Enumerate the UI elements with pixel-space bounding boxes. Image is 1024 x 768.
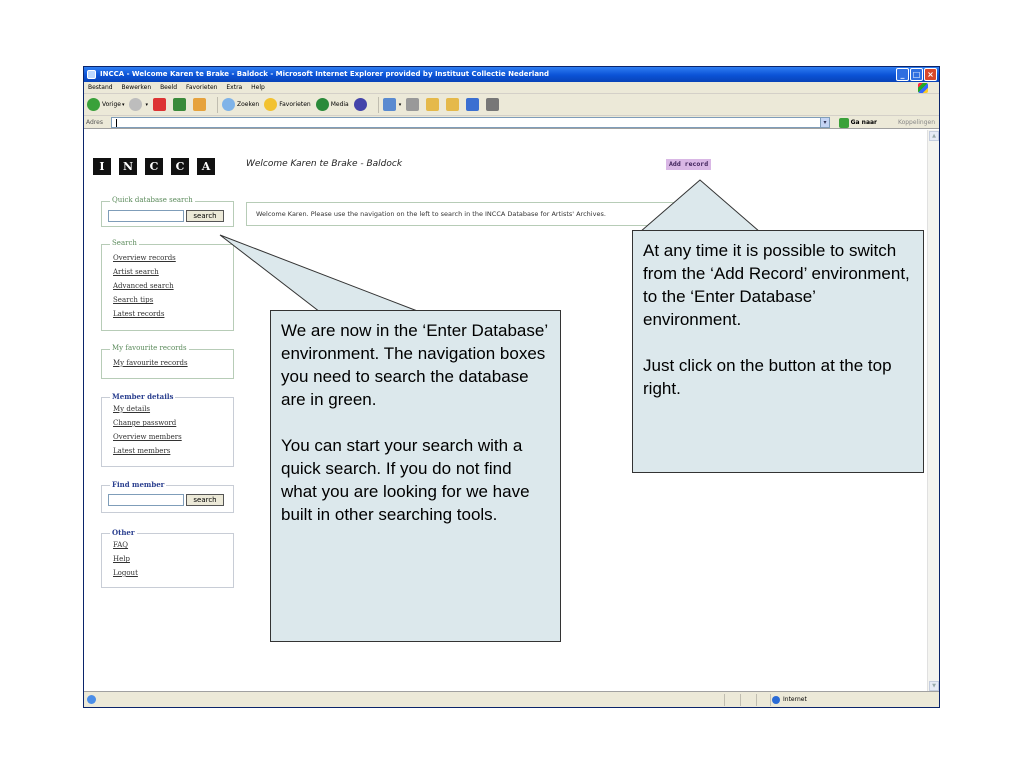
left-callout-pointer [220, 235, 420, 312]
menu-favorieten[interactable]: Favorieten [185, 84, 218, 91]
minimize-button[interactable]: _ [896, 68, 909, 81]
link-advanced-search[interactable]: Advanced search [113, 282, 174, 290]
close-button[interactable]: × [924, 68, 937, 81]
window-title: INCCA - Welcome Karen te Brake - Baldock - Microsoft Internet Explorer provided by Instituut Collectie Nederland [100, 70, 550, 78]
quick-search-button[interactable]: search [186, 210, 224, 222]
quick-search-legend: Quick database search [112, 196, 193, 204]
maximize-button[interactable]: □ [910, 68, 923, 81]
welcome-message: Welcome Karen. Please use the navigation on the left to search in the INCCA Database for Artists' Archives. [246, 202, 718, 226]
find-member-button[interactable]: search [186, 494, 224, 506]
link-latest-members[interactable]: Latest members [113, 447, 171, 455]
callout-left-paragraph: We are now in the ‘Enter Database’ environment. The navigation boxes you need to search the database are in green. [281, 321, 548, 409]
callout-add-record [632, 230, 924, 473]
address-label: Adres [86, 119, 103, 126]
logo-letter: C [171, 158, 189, 175]
link-artist-search[interactable]: Artist search [113, 268, 159, 276]
favourites-legend: My favourite records [112, 344, 187, 352]
chevron-down-icon[interactable]: ▾ [145, 101, 148, 108]
add-record-button[interactable]: Add record [666, 159, 711, 170]
link-my-details[interactable]: My details [113, 405, 151, 413]
search-label: Zoeken [236, 101, 260, 108]
link-my-favourite-records[interactable]: My favourite records [113, 359, 188, 367]
right-callout-pointer [640, 180, 760, 232]
menu-beeld[interactable]: Beeld [160, 84, 178, 91]
link-search-tips[interactable]: Search tips [113, 296, 154, 304]
search-legend: Search [112, 239, 137, 247]
back-label: Vorige [102, 101, 121, 108]
logo-letter: I [93, 158, 111, 175]
other-legend: Other [112, 528, 135, 537]
link-overview-members[interactable]: Overview members [113, 433, 182, 441]
link-overview-records[interactable]: Overview records [113, 254, 176, 262]
links-toolbar[interactable]: Koppelingen [897, 119, 935, 126]
logo-letter: C [145, 158, 163, 175]
link-latest-records[interactable]: Latest records [113, 310, 165, 318]
link-logout[interactable]: Logout [113, 569, 138, 577]
chevron-down-icon[interactable]: ▾ [121, 101, 125, 108]
scroll-up-icon[interactable]: ▲ [929, 131, 939, 141]
menu-bestand[interactable]: Bestand [88, 84, 113, 91]
page-title: Welcome Karen te Brake - Baldock [246, 159, 403, 169]
callout-enter-database [270, 310, 561, 642]
link-faq[interactable]: FAQ [113, 541, 129, 549]
member-details-legend: Member details [112, 392, 174, 401]
find-member-legend: Find member [112, 480, 165, 489]
zone-label: Internet [783, 696, 807, 703]
favorites-label: Favorieten [279, 101, 311, 108]
chevron-down-icon[interactable]: ▾ [398, 101, 402, 108]
callout-right-paragraph: At any time it is possible to switch from the ‘Add Record’ environment, to the ‘Enter Database’ environment. [643, 241, 910, 329]
callout-right-paragraph: Just click on the button at the top right. [643, 356, 892, 398]
media-label: Media [330, 101, 349, 108]
address-dropdown-icon[interactable]: ▾ [820, 117, 830, 128]
callout-left-paragraph: You can start your search with a quick search. If you do not find what you are looking for we have built in other searching tools. [281, 436, 530, 524]
link-help[interactable]: Help [113, 555, 130, 563]
scroll-down-icon[interactable]: ▼ [929, 681, 939, 691]
go-label: Ga naar [850, 119, 877, 126]
menu-bewerken[interactable]: Bewerken [121, 84, 152, 91]
link-change-password[interactable]: Change password [113, 419, 177, 427]
menu-extra[interactable]: Extra [226, 84, 243, 91]
logo-letter: A [197, 158, 215, 175]
logo-letter: N [119, 158, 137, 175]
menu-help[interactable]: Help [251, 84, 265, 91]
